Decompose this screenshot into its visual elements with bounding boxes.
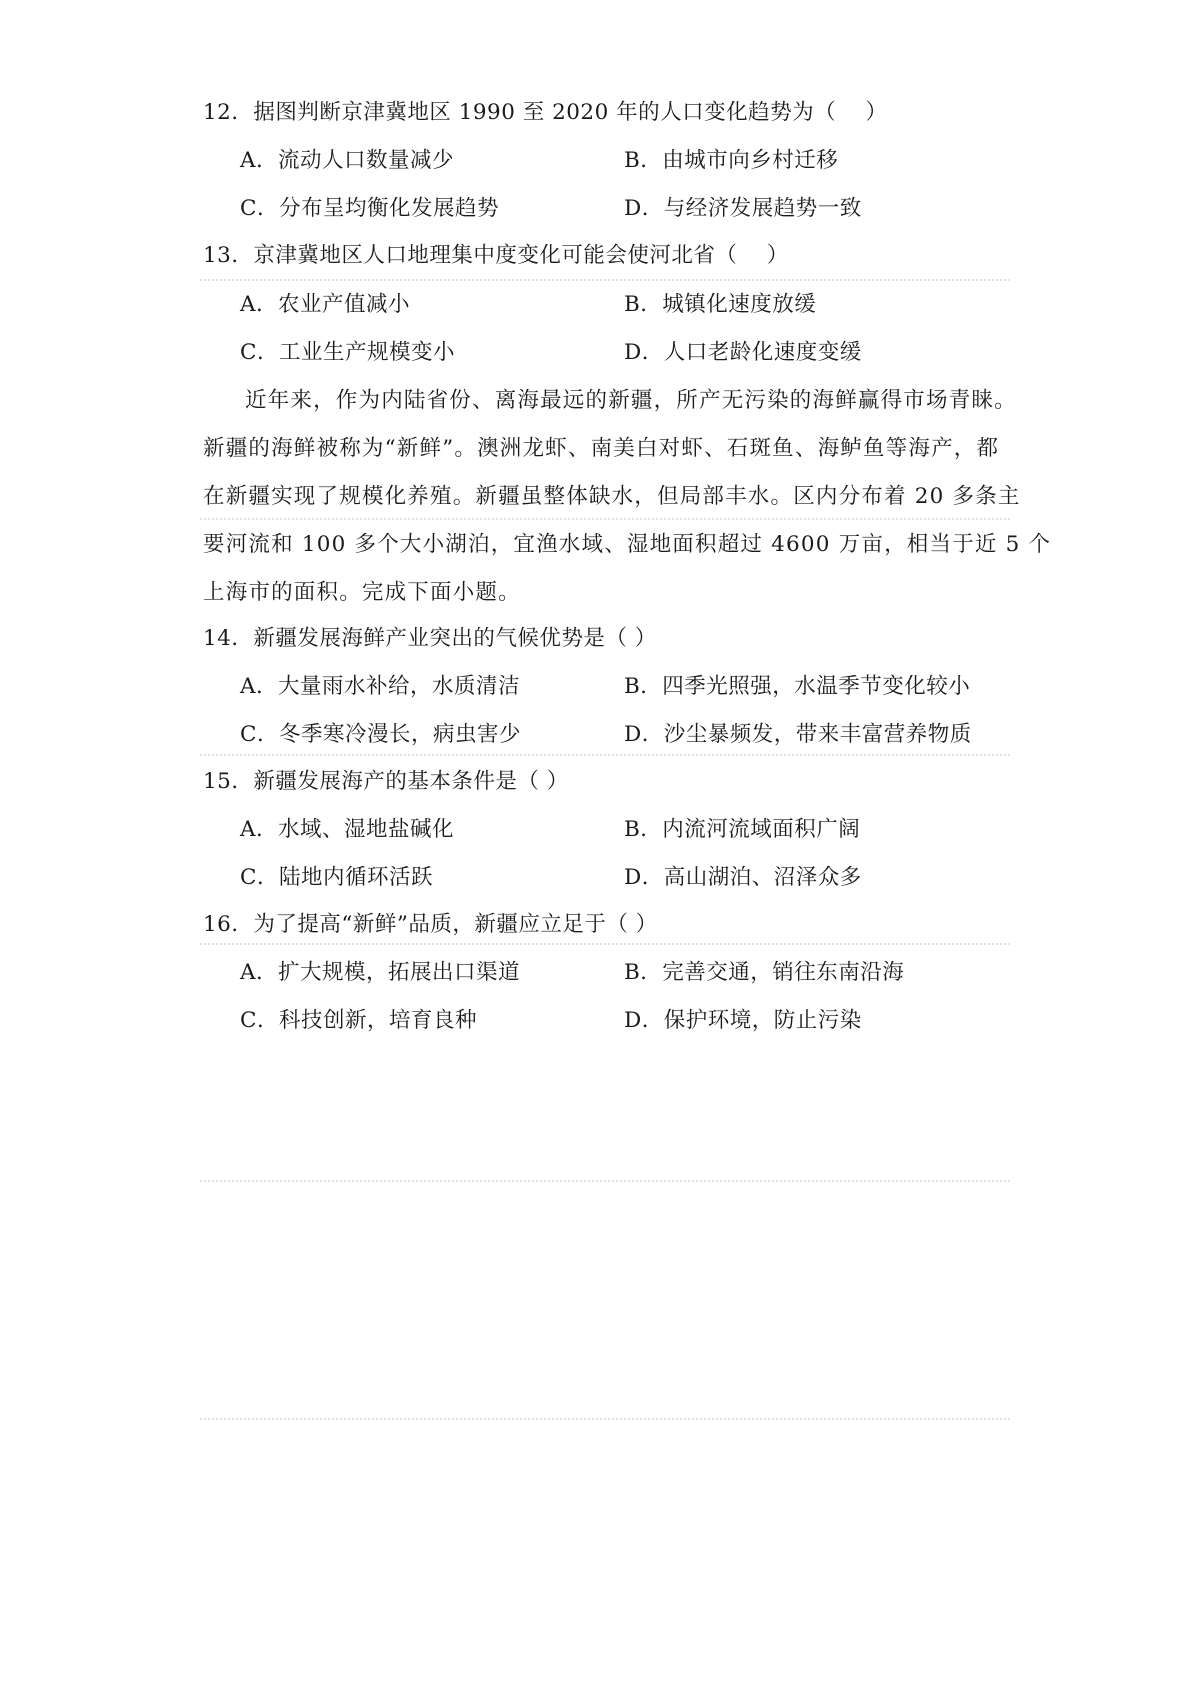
question-15-option-b[interactable]: B．内流河流域面积广阔	[624, 817, 861, 842]
question-14-option-c[interactable]: C．冬季寒冷漫长，病虫害少	[240, 722, 521, 747]
question-13-option-c[interactable]: C．工业生产规模变小	[240, 340, 455, 365]
passage-line: 在新疆实现了规模化养殖。新疆虽整体缺水，但局部丰水。区内分布着 20 多条主	[203, 484, 1021, 509]
question-12-option-a[interactable]: A．流动人口数量减少	[240, 148, 455, 173]
question-14-stem: 14．新疆发展海鲜产业突出的气候优势是（ ）	[203, 626, 657, 651]
dotted-divider	[200, 1180, 1010, 1182]
question-13-stem: 13．京津冀地区人口地理集中度变化可能会使河北省（ ）	[203, 243, 789, 268]
question-16-option-b[interactable]: B．完善交通，销往东南沿海	[624, 960, 905, 985]
passage-line: 近年来，作为内陆省份、离海最远的新疆，所产无污染的海鲜赢得市场青睐。	[245, 388, 1017, 413]
passage-line: 要河流和 100 多个大小湖泊，宜渔水域、湿地面积超过 4600 万亩，相当于近 5 个	[203, 532, 1052, 557]
question-16-option-c[interactable]: C．科技创新，培育良种	[240, 1008, 477, 1033]
question-15-option-a[interactable]: A．水域、湿地盐碱化	[240, 817, 455, 842]
question-12-option-c[interactable]: C．分布呈均衡化发展趋势	[240, 196, 499, 221]
question-16-option-a[interactable]: A．扩大规模，拓展出口渠道	[240, 960, 521, 985]
question-15-stem: 15．新疆发展海产的基本条件是（ ）	[203, 769, 569, 794]
passage-line: 新疆的海鲜被称为“新鲜”。澳洲龙虾、南美白对虾、石斑鱼、海鲈鱼等海产，都	[203, 436, 1000, 461]
question-15-option-d[interactable]: D．高山湖泊、沼泽众多	[624, 865, 862, 890]
question-13-option-b[interactable]: B．城镇化速度放缓	[624, 292, 817, 317]
dotted-divider	[200, 518, 1010, 520]
question-13-option-d[interactable]: D．人口老龄化速度变缓	[624, 340, 862, 365]
question-12-stem: 12．据图判断京津冀地区 1990 至 2020 年的人口变化趋势为（ ）	[203, 100, 888, 125]
dotted-divider	[200, 1418, 1010, 1420]
dotted-divider	[200, 279, 1010, 281]
question-14-option-b[interactable]: B．四季光照强，水温季节变化较小	[624, 674, 971, 699]
question-16-stem: 16．为了提高“新鲜”品质，新疆应立足于（ ）	[203, 912, 658, 937]
question-13-option-a[interactable]: A．农业产值减小	[240, 292, 411, 317]
passage-line: 上海市的面积。完成下面小题。	[203, 580, 521, 605]
question-16-option-d[interactable]: D．保护环境，防止污染	[624, 1008, 862, 1033]
question-12-option-b[interactable]: B．由城市向乡村迁移	[624, 148, 839, 173]
question-14-option-a[interactable]: A．大量雨水补给，水质清洁	[240, 674, 521, 699]
question-14-option-d[interactable]: D．沙尘暴频发，带来丰富营养物质	[624, 722, 972, 747]
question-15-option-c[interactable]: C．陆地内循环活跃	[240, 865, 433, 890]
dotted-divider	[200, 754, 1010, 756]
dotted-divider	[200, 943, 1010, 945]
question-12-option-d[interactable]: D．与经济发展趋势一致	[624, 196, 862, 221]
